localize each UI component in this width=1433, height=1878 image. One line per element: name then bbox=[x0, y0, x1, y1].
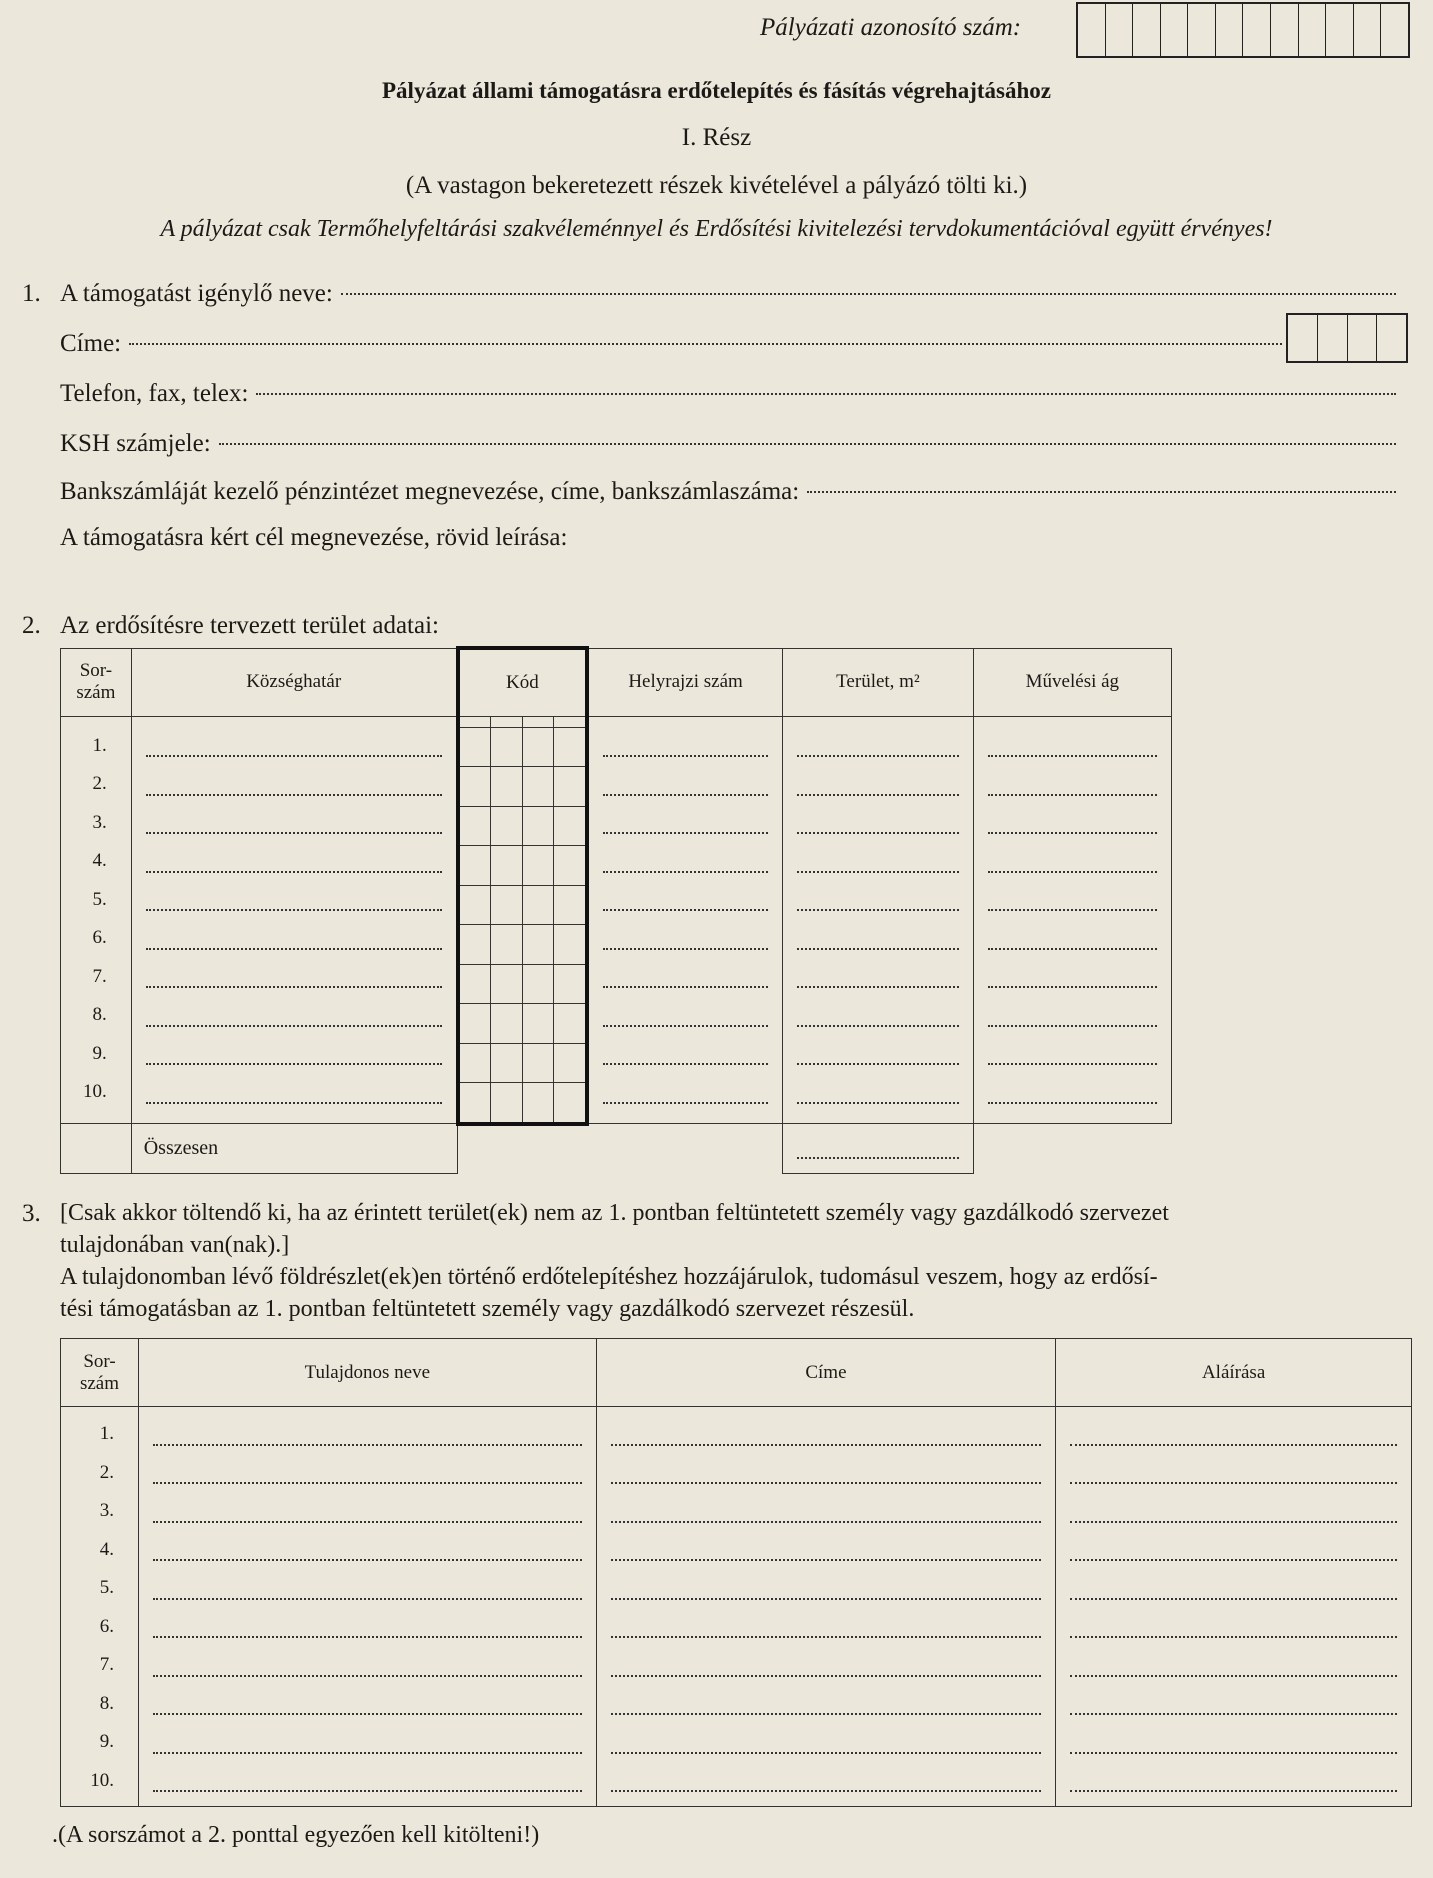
row-number: 5. bbox=[99, 1577, 114, 1598]
section3-consent-line2: tési támogatásban az 1. pontban feltüntetett személy vagy gazdálkodó szervezet részesül. bbox=[60, 1296, 915, 1322]
row-number: 5. bbox=[92, 888, 107, 910]
field-label: Telefon, fax, telex: bbox=[60, 380, 249, 407]
form-subtitle: (A vastagon bekeretezett részek kivételével a pályázó tölti ki.) bbox=[405, 172, 1028, 199]
validity-notice: A pályázat csak Termőhelyfeltárási szakvéleménnyel és Erdősítési kivitelezési tervdokumentációval együtt érvényes! bbox=[160, 216, 1273, 242]
form-title: Pályázat állami támogatásra erdőtelepítés és fásítás végrehajtásához bbox=[382, 78, 1051, 103]
total-area-field[interactable] bbox=[783, 1124, 974, 1174]
row-number: 6. bbox=[92, 927, 107, 948]
kozseghatar-column[interactable] bbox=[131, 716, 457, 1124]
bank-account-field[interactable] bbox=[60, 478, 1396, 506]
owner-address-column[interactable] bbox=[596, 1407, 1056, 1807]
row-number: 8. bbox=[99, 1692, 114, 1714]
row-number: 6. bbox=[99, 1615, 114, 1637]
col-header-tulajdonos: Tulajdonos neve bbox=[138, 1339, 596, 1407]
terulet-column[interactable] bbox=[783, 716, 974, 1124]
section3-condition-line1: [Csak akkor töltendő ki, ha az érintett terület(ek) nem az 1. pontban feltüntetett személy vagy gazdálkodó szervezet bbox=[60, 1200, 1169, 1226]
helyrajzi-column[interactable] bbox=[587, 716, 783, 1124]
owner-signature-column[interactable] bbox=[1056, 1407, 1412, 1807]
part-label: I. Rész bbox=[681, 124, 752, 151]
id-number-boxes[interactable] bbox=[1076, 2, 1410, 58]
id-number-label: Pályázati azonosító szám: bbox=[760, 14, 1022, 41]
row-number: 10. bbox=[90, 1769, 114, 1791]
col-header-kozseghatar: Községhatár bbox=[131, 648, 457, 716]
section1-number: 1. bbox=[22, 280, 41, 307]
col-header-terulet: Terület, m² bbox=[783, 648, 974, 716]
field-label: Címe: bbox=[60, 330, 122, 357]
section3-condition-line2: tulajdonában van(nak).] bbox=[60, 1232, 290, 1258]
row-number: 8. bbox=[92, 1004, 107, 1025]
row-number: 2. bbox=[99, 1461, 114, 1483]
row-number: 3. bbox=[92, 811, 107, 833]
purpose-description-label: A támogatásra kért cél megnevezése, rövid leírása: bbox=[60, 524, 568, 551]
row-number: 4. bbox=[99, 1538, 114, 1560]
postal-code-boxes[interactable] bbox=[1286, 313, 1408, 363]
section3-number: 3. bbox=[22, 1200, 41, 1227]
row-number: 2. bbox=[92, 773, 107, 794]
section2-number: 2. bbox=[22, 612, 41, 639]
col-header-muvelesi: Művelési ág bbox=[973, 648, 1171, 716]
section3-consent-line1: A tulajdonomban lévő földrészlet(ek)en történő erdőtelepítéshez hozzájárulok, tudomásul veszem, hogy az erdősí- bbox=[60, 1264, 1158, 1290]
row-number: 7. bbox=[92, 965, 107, 987]
row-number: 1. bbox=[92, 734, 107, 756]
col-header-cime: Címe bbox=[596, 1339, 1056, 1407]
row-number: 3. bbox=[99, 1500, 114, 1521]
col-header-helyrajzi: Helyrajzi szám bbox=[587, 648, 783, 716]
row-number: 9. bbox=[99, 1731, 114, 1752]
row-number: 4. bbox=[92, 850, 107, 871]
field-label: KSH számjele: bbox=[60, 430, 211, 457]
col-header-sorszam: Sor- szám bbox=[61, 1339, 139, 1407]
col-header-kod: Kód bbox=[458, 648, 587, 716]
col-header-sorszam: Sor- szám bbox=[61, 648, 132, 716]
owner-name-column[interactable] bbox=[138, 1407, 596, 1807]
row-number: 9. bbox=[92, 1042, 107, 1064]
planned-area-table bbox=[60, 646, 1172, 1174]
field-label: A támogatást igénylő neve: bbox=[60, 280, 333, 307]
field-label: Bankszámláját kezelő pénzintézet megnevezése, címe, bankszámlaszáma: bbox=[60, 478, 800, 505]
phone-fax-telex-field[interactable] bbox=[60, 380, 1396, 408]
footnote: .(A sorszámot a 2. ponttal egyezően kell kitölteni!) bbox=[52, 1822, 540, 1848]
row-number: 1. bbox=[99, 1423, 114, 1444]
ksh-number-field[interactable] bbox=[60, 430, 1396, 458]
muvelesi-column[interactable] bbox=[973, 716, 1171, 1124]
address-field[interactable] bbox=[60, 330, 1282, 358]
row-number: 10. bbox=[82, 1081, 107, 1102]
owner-consent-table bbox=[60, 1338, 1412, 1807]
total-label: Összesen bbox=[131, 1124, 457, 1174]
row-number: 7. bbox=[99, 1654, 114, 1675]
applicant-name-field[interactable] bbox=[60, 280, 1396, 308]
col-header-alairasa: Aláírása bbox=[1056, 1339, 1412, 1407]
section2-title: Az erdősítésre tervezett terület adatai: bbox=[60, 612, 439, 639]
kod-grid[interactable] bbox=[458, 716, 587, 1124]
